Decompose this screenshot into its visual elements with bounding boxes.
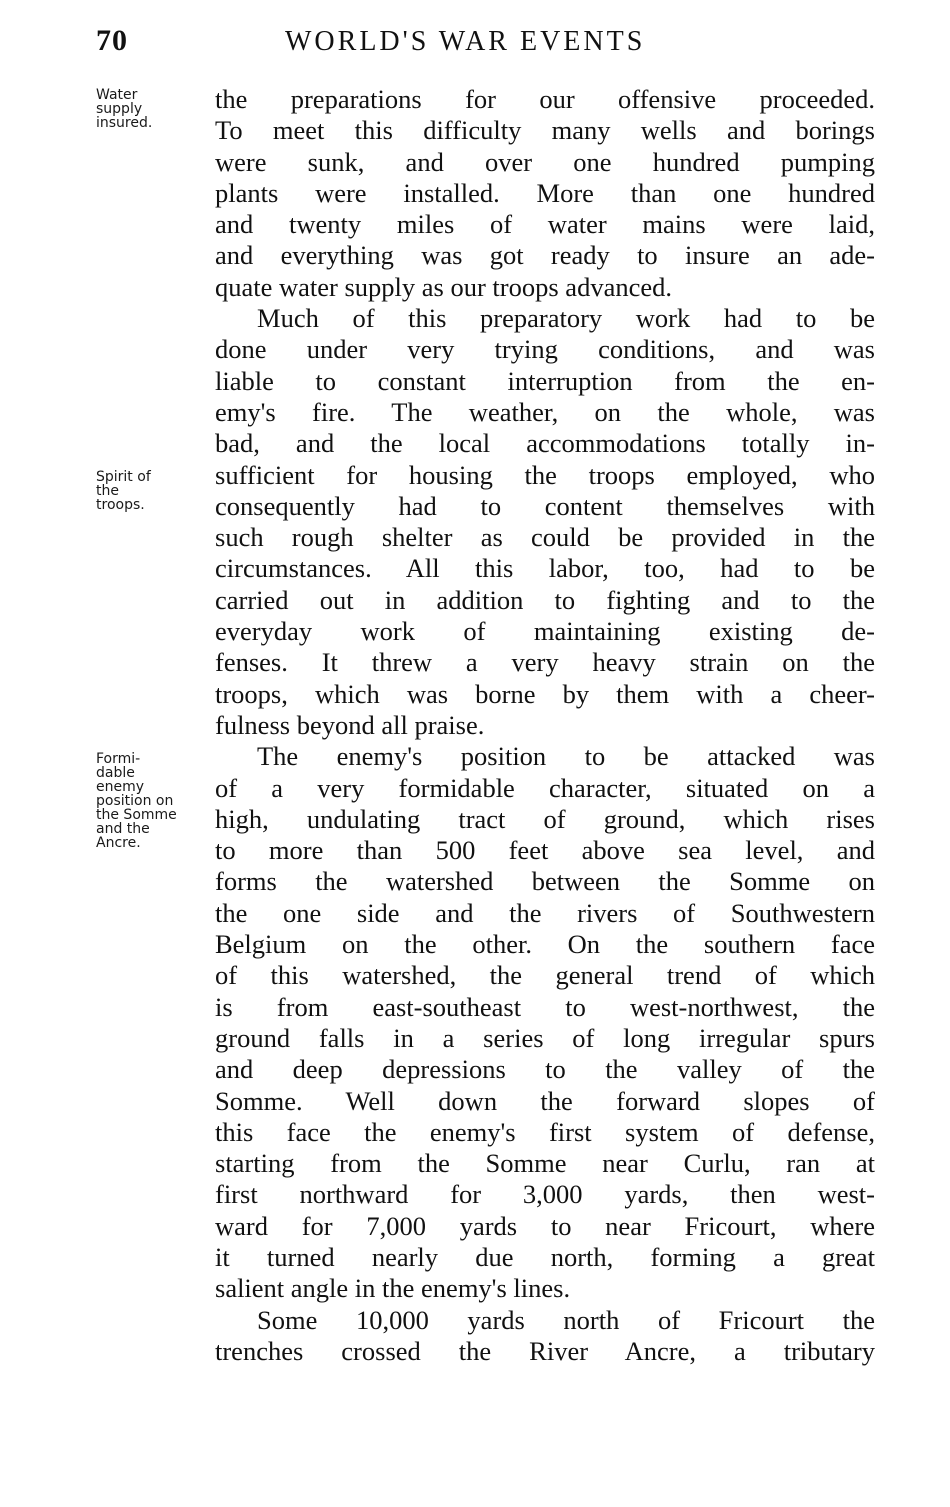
sidenote-line: troops.	[96, 497, 145, 513]
text-line: ward for 7,000 yards to near Fricourt, where	[215, 1210, 875, 1241]
sidenote-line: supply	[96, 101, 143, 117]
text-line: forms the watershed between the Somme on	[215, 866, 875, 897]
text-line: of this watershed, the general trend of which	[215, 960, 875, 991]
running-title: WORLD'S WAR EVENTS	[285, 26, 646, 57]
text-line: Somme. Well down the forward slopes of	[215, 1085, 875, 1116]
text-line: sufficient for housing the troops employed, who	[215, 459, 875, 490]
sidenote-line: Formi-	[96, 751, 141, 767]
text-line: carried out in addition to fighting and to the	[215, 584, 875, 615]
text-line: first northward for 3,000 yards, then west-	[215, 1179, 875, 1210]
body-text	[215, 84, 875, 1367]
text-line: fulness beyond all praise.	[215, 709, 485, 740]
paragraph-start-line: Much of this preparatory work had to be	[257, 303, 875, 334]
text-line: to more than 500 feet above sea level, and	[215, 835, 875, 866]
text-line: this face the enemy's first system of defense,	[215, 1116, 875, 1147]
text-line: trenches crossed the River Ancre, a tributary	[215, 1335, 875, 1366]
sidenote-line: dable	[96, 765, 135, 781]
sidenote-line: Water	[96, 87, 138, 103]
text-line: circumstances. All this labor, too, had to be	[215, 553, 875, 584]
paragraph-start-line: The enemy's position to be attacked was	[257, 741, 875, 772]
text-line: were sunk, and over one hundred pumping	[215, 146, 875, 177]
sidenote-line: insured.	[96, 115, 153, 131]
text-line: the preparations for our offensive proceeded.	[215, 84, 875, 114]
text-line: Belgium on the other. On the southern face	[215, 929, 875, 960]
text-line: quate water supply as our troops advanced.	[215, 271, 672, 302]
sidenote-line: enemy	[96, 779, 145, 795]
paragraph-start-line: Some 10,000 yards north of Fricourt the	[257, 1304, 875, 1335]
text-line: is from east-southeast to west-northwest, the	[215, 991, 875, 1022]
text-line: bad, and the local accommodations totally in-	[215, 428, 875, 459]
text-line: the one side and the rivers of Southwestern	[215, 897, 875, 928]
text-line: troops, which was borne by them with a cheer-	[215, 678, 875, 709]
sidenote-line: position on	[96, 793, 174, 809]
sidenote-water-supply	[96, 88, 196, 130]
text-line: of a very formidable character, situated on a	[215, 772, 875, 803]
page-number: 70	[96, 24, 128, 57]
sidenote-line: the	[96, 483, 119, 499]
text-line: done under very trying conditions, and was	[215, 334, 875, 365]
sidenote-formidable-position	[96, 752, 196, 850]
text-line: starting from the Somme near Curlu, ran at	[215, 1148, 875, 1179]
sidenote-line: and the	[96, 821, 150, 837]
text-line: and everything was got ready to insure an ade-	[215, 240, 875, 271]
sidenote-line: Ancre.	[96, 835, 141, 851]
text-line: To meet this difficulty many wells and borings	[215, 115, 875, 146]
text-line: everyday work of maintaining existing de-	[215, 616, 875, 647]
text-line: salient angle in the enemy's lines.	[215, 1273, 571, 1304]
text-line: plants were installed. More than one hundred	[215, 177, 875, 208]
text-line: such rough shelter as could be provided in the	[215, 522, 875, 553]
text-line: fenses. It threw a very heavy strain on the	[215, 647, 875, 678]
text-line: and twenty miles of water mains were laid,	[215, 209, 875, 240]
text-line: emy's fire. The weather, on the whole, was	[215, 396, 875, 427]
text-line: and deep depressions to the valley of the	[215, 1054, 875, 1085]
text-line: liable to constant interruption from the en-	[215, 365, 875, 396]
text-line: it turned nearly due north, forming a great	[215, 1241, 875, 1272]
sidenote-spirit-troops	[96, 470, 196, 512]
sidenote-line: Spirit of	[96, 469, 151, 485]
text-line: high, undulating tract of ground, which rises	[215, 803, 875, 834]
text-line: ground falls in a series of long irregular spurs	[215, 1022, 875, 1053]
text-line: consequently had to content themselves with	[215, 490, 875, 521]
sidenote-line: the Somme	[96, 807, 177, 823]
